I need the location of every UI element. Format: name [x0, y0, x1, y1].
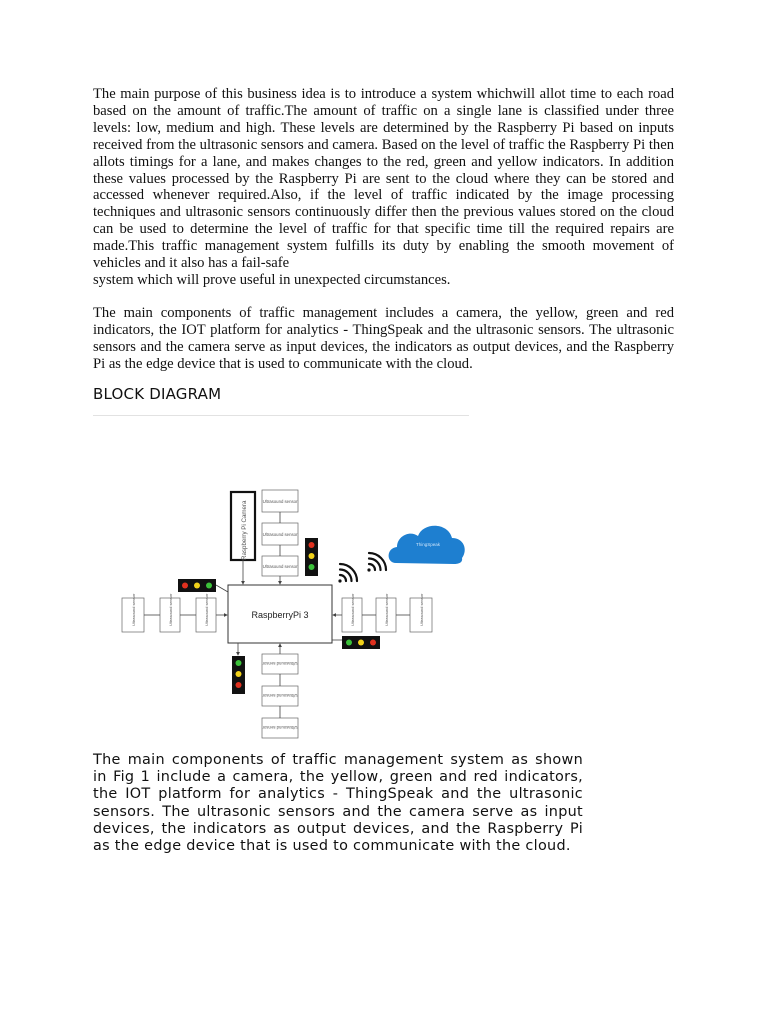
svg-text:Ultrasound sensor: Ultrasound sensor [384, 593, 389, 626]
camera-label: Raspberry Pi Camera [241, 500, 248, 560]
svg-text:Ultrasound sensor: Ultrasound sensor [262, 661, 298, 666]
traffic-light-bottom-right [342, 636, 380, 649]
cloud-label: ThingSpeak [416, 542, 441, 547]
svg-text:Ultrasound sensor: Ultrasound sensor [350, 593, 355, 626]
raspberry-pi-label: RaspberryPi 3 [251, 610, 309, 620]
left-sensor-3 [196, 593, 216, 632]
svg-text:Ultrasound sensor: Ultrasound sensor [262, 532, 298, 537]
raspberry-pi-block [228, 585, 332, 643]
top-sensor-1 [262, 490, 298, 512]
wifi-signal-icon [367, 553, 386, 572]
svg-text:Ultrasound sensor: Ultrasound sensor [262, 499, 298, 504]
svg-text:Ultrasound sensor: Ultrasound sensor [262, 564, 298, 569]
wifi-signal-icon [338, 564, 357, 583]
block-diagram [118, 480, 468, 742]
traffic-light-top-right [305, 538, 318, 576]
components-paragraph: The main components of traffic management includes a camera, the yellow, green and red indicators, the IOT platform for analytics - ThingSpeak and the ultrasonic sensors. The ultrasonic sensors and the camera serve as input devices, the indicators as output devices, and the Raspberry Pi as the edge device that is used to communicate with the cloud. [93, 305, 674, 372]
svg-text:Ultrasound sensor: Ultrasound sensor [168, 593, 173, 626]
right-sensor-1 [342, 593, 362, 632]
svg-text:Ultrasound sensor: Ultrasound sensor [204, 593, 209, 626]
top-sensor-3 [262, 556, 298, 576]
svg-text:Ultrasound sensor: Ultrasound sensor [262, 693, 298, 698]
summary-paragraph: The main components of traffic management system as shown in Fig 1 include a camera, the yellow, green and red indicators, the IOT platform for analytics - ThingSpeak and the ultrasonic sensors. The ultrasonic sensors and the camera serve as input devices, the indicators as output devices, and the Raspberry Pi as the edge device that is used to communicate with the cloud. [93, 752, 583, 855]
top-sensor-2 [262, 523, 298, 545]
left-sensor-2 [160, 593, 180, 632]
traffic-light-top-left [178, 579, 216, 592]
bottom-sensor-3 [262, 718, 298, 738]
cloud-icon [389, 526, 465, 564]
svg-text:Ultrasound sensor: Ultrasound sensor [262, 725, 298, 730]
heading-divider [93, 415, 469, 416]
bottom-sensor-2 [262, 686, 298, 706]
right-sensor-3 [410, 593, 432, 632]
svg-text:Ultrasound sensor: Ultrasound sensor [131, 593, 136, 626]
traffic-light-bottom-left [232, 656, 245, 694]
right-sensor-2 [376, 593, 396, 632]
intro-paragraph-text: The main purpose of this business idea is to introduce a system whichwill allot time to each road based on the amount of traffic.The amount of traffic on a single lane is classified under three levels: low, medium and high. These levels are determined by the Raspberry Pi based on inputs received from the ultrasonic sensors and camera. Based on the level of traffic the Raspberry Pi then allots timings for a lane, and makes changes to the red, green and yellow indicators. In addition these values processed by the Raspberry Pi are sent to the cloud where they can be stored and accessed whenever required.Also, if the level of traffic indicated by the image processing techniques and ultrasonic sensors continuously differ then the previous values stored on the cloud can be used to determine the level of traffic for that specific time till the required repairs are made.This traffic management system fulfills its duty by enabling the smooth movement of vehicles and it also has a fail-safe [93, 86, 674, 272]
camera-block [231, 492, 255, 560]
left-sensor-1 [122, 593, 144, 632]
svg-text:Ultrasound sensor: Ultrasound sensor [419, 593, 424, 626]
intro-paragraph-tail: system which will prove useful in unexpected circumstances. [93, 271, 451, 288]
block-diagram-heading: BLOCK DIAGRAM [93, 385, 222, 403]
connector [216, 585, 228, 592]
bottom-sensor-1 [262, 654, 298, 674]
intro-paragraph [93, 86, 674, 289]
